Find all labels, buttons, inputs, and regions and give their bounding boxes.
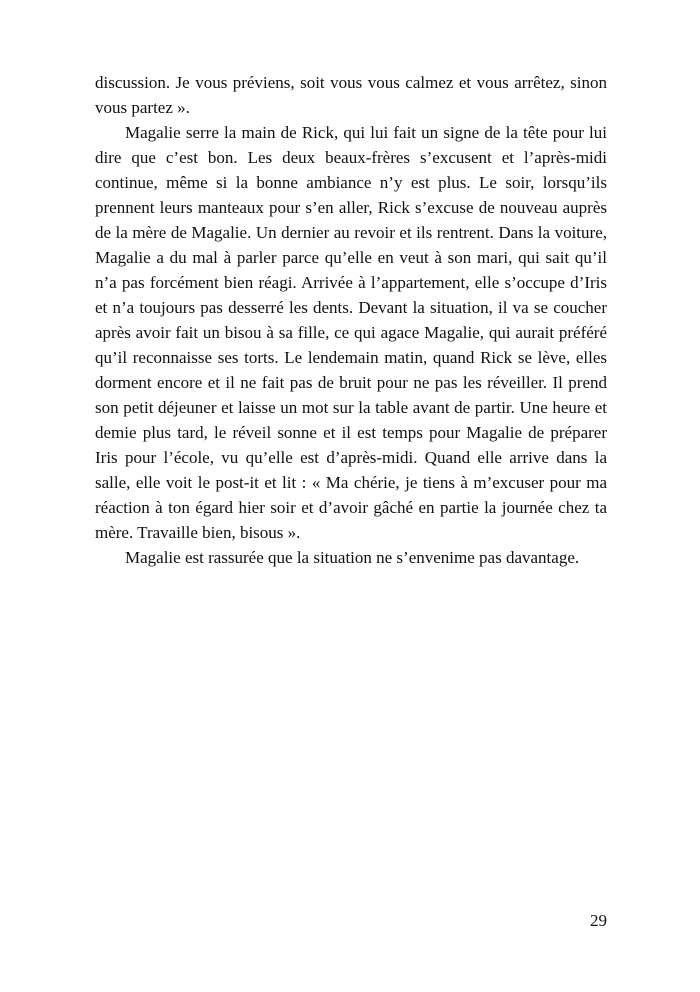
body-text (95, 70, 607, 570)
page-number: 29 (590, 911, 607, 930)
paragraph-continuation: discussion. Je vous préviens, soit vous vous calmez et vous arrêtez, sinon vous partez ». (95, 73, 607, 117)
paragraph: Magalie serre la main de Rick, qui lui fait un signe de la tête pour lui dire que c’est bon. Les deux beaux-frères s’excusent et l’après-midi continue, même si la bonne ambiance n’y est plus. Le soir, lorsqu’ils prennent leurs manteaux pour s’en aller, Rick s’excuse de nouveau auprès de la mère de Magalie. Un dernier au revoir et ils rentrent. Dans la voiture, Magalie a du mal à parler parce qu’elle en veut à son mari, qui sait qu’il n’a pas forcément bien réagi. Arrivée à l’appartement, elle s’occupe d’Iris et n’a toujours pas desserré les dents. Devant la situation, il va se coucher après avoir fait un bisou à sa fille, ce qui agace Magalie, qui aurait préféré qu’il reconnaisse ses torts. Le lendemain matin, quand Rick se lève, elles dorment encore et il ne fait pas de bruit pour ne pas les réveiller. Il prend son petit déjeuner et laisse un mot sur la table avant de partir. Une heure et demie plus tard, le réveil sonne et il est temps pour Magalie de préparer Iris pour l’école, vu qu’elle est d’après-midi. Quand elle arrive dans la salle, elle voit le post-it et lit : « Ma chérie, je tiens à m’excuser pour ma réaction à ton égard hier soir et d’avoir gâché en partie la journée chez ta mère. Travaille bien, bisous ». (95, 123, 607, 542)
paragraph: Magalie est rassurée que la situation ne s’envenime pas davantage. (125, 548, 580, 567)
